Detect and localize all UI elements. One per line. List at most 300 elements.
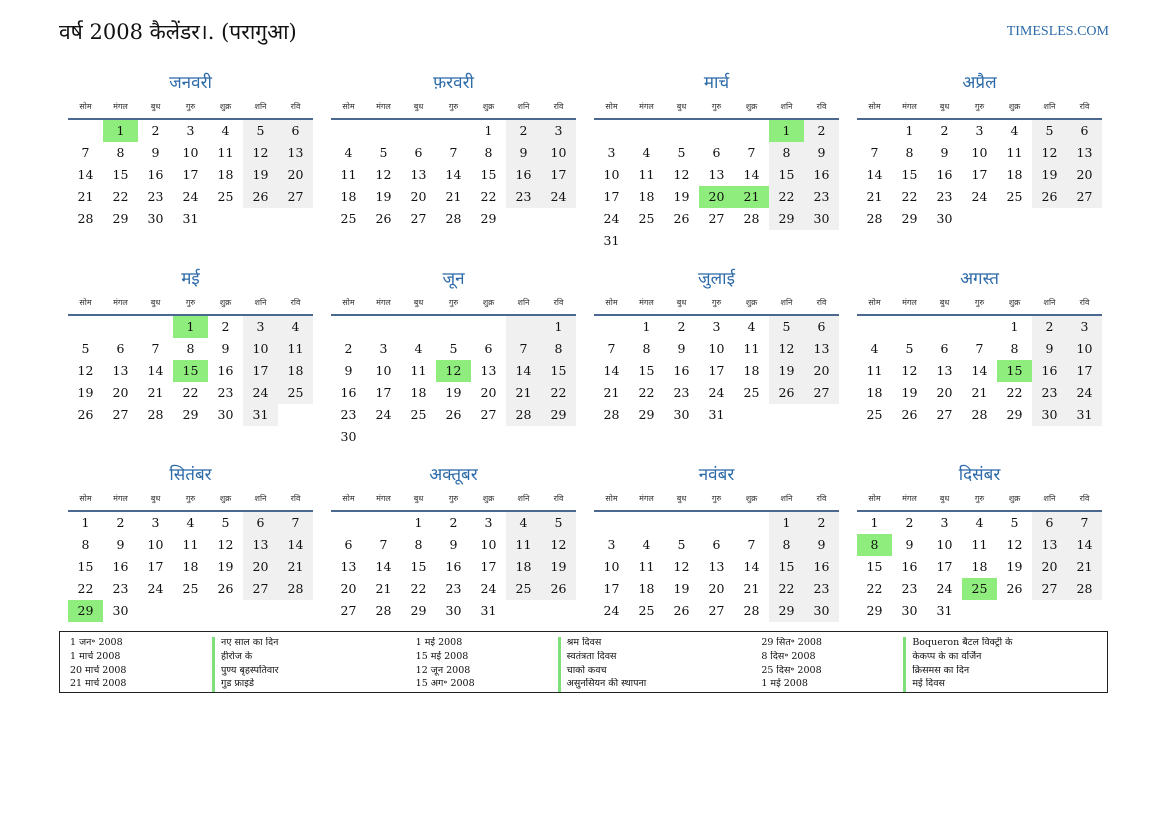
- day-cell: 11: [638, 167, 655, 182]
- month-calendar: [331, 266, 576, 458]
- month-calendar: [331, 70, 576, 262]
- day-cell: 23: [1032, 382, 1067, 404]
- day-cell: 15: [77, 559, 94, 574]
- weekday-header: [331, 96, 576, 120]
- day-cell: 21: [278, 556, 313, 578]
- weekday-label: रवि: [816, 494, 827, 503]
- empty-cell: [962, 316, 997, 338]
- weekday-label: मंगल: [376, 102, 391, 111]
- day-cell: 25: [506, 578, 541, 600]
- holiday-day-cell: 15: [997, 360, 1032, 382]
- weekday-label: शुक्र: [745, 494, 758, 503]
- day-cell: 8: [642, 341, 651, 356]
- day-cell: 6: [712, 145, 721, 160]
- day-cell: 25: [1006, 189, 1023, 204]
- day-cell: 15: [410, 559, 427, 574]
- weekday-label: शुक्र: [219, 102, 232, 111]
- month-name: अक्तूबर: [429, 465, 478, 485]
- day-cell: 28: [147, 407, 164, 422]
- day-cell: 26: [217, 581, 234, 596]
- day-cell: 20: [278, 164, 313, 186]
- month-name: फ़रवरी: [433, 73, 474, 93]
- day-cell: 9: [344, 363, 353, 378]
- day-cell: 22: [769, 578, 804, 600]
- day-cell: 23: [217, 385, 234, 400]
- day-cell: 7: [81, 145, 90, 160]
- day-cell: 13: [278, 142, 313, 164]
- day-cell: 20: [708, 581, 725, 596]
- day-cell: 22: [480, 189, 497, 204]
- day-cell: 13: [112, 363, 129, 378]
- day-cell: 29: [638, 407, 655, 422]
- weekday-label: सोम: [79, 102, 92, 111]
- day-cell: 6: [414, 145, 423, 160]
- holiday-date: 8 दिस॰ 2008: [761, 650, 816, 662]
- day-cell: 24: [936, 581, 953, 596]
- site-link[interactable]: TIMESLES.COM: [1006, 24, 1109, 39]
- day-cell: 28: [971, 407, 988, 422]
- day-cell: 19: [445, 385, 462, 400]
- month-calendar: [331, 462, 576, 654]
- weekday-label: मंगल: [113, 102, 128, 111]
- empty-cell: [664, 512, 699, 534]
- weekday-label: मंगल: [639, 102, 654, 111]
- weekday-label: मंगल: [113, 298, 128, 307]
- day-cell: 26: [673, 211, 690, 226]
- weekday-label: रवि: [1079, 102, 1090, 111]
- weekday-label: बुध: [676, 494, 687, 503]
- day-cell: 2: [506, 120, 541, 142]
- day-cell: 7: [379, 537, 388, 552]
- day-cell: 28: [278, 578, 313, 600]
- day-cell: 27: [804, 382, 839, 404]
- day-cell: 2: [804, 120, 839, 142]
- day-cell: 23: [804, 186, 839, 208]
- weekday-label: रवि: [553, 494, 564, 503]
- day-cell: 18: [217, 167, 234, 182]
- day-cell: 15: [769, 164, 804, 186]
- holiday-date: 29 सित॰ 2008: [761, 637, 822, 648]
- day-cell: 31: [480, 603, 497, 618]
- day-grid: [594, 120, 839, 252]
- day-cell: 23: [936, 189, 953, 204]
- month-name: दिसंबर: [958, 465, 1001, 485]
- day-cell: 29: [480, 211, 497, 226]
- day-cell: 1: [414, 515, 423, 530]
- month-calendar: [68, 462, 313, 654]
- day-cell: 9: [116, 537, 125, 552]
- day-cell: 17: [936, 559, 953, 574]
- weekday-label: शुक्र: [482, 102, 495, 111]
- holiday-day-cell: 29: [68, 600, 103, 622]
- day-cell: 10: [375, 363, 392, 378]
- month-name: मार्च: [703, 73, 730, 93]
- weekday-label: रवि: [290, 102, 301, 111]
- day-cell: 9: [449, 537, 458, 552]
- day-cell: 13: [708, 167, 725, 182]
- day-cell: 11: [217, 145, 234, 160]
- empty-cell: [436, 316, 471, 338]
- day-cell: 19: [673, 581, 690, 596]
- day-cell: 2: [344, 341, 353, 356]
- day-cell: 27: [243, 578, 278, 600]
- day-cell: 14: [77, 167, 94, 182]
- day-grid: [857, 512, 1102, 622]
- day-cell: 10: [1067, 338, 1102, 360]
- weekday-label: सोम: [79, 298, 92, 307]
- day-cell: 11: [866, 363, 883, 378]
- weekday-header: [857, 292, 1102, 316]
- holiday-date: 1 मई 2008: [761, 678, 808, 690]
- holiday-name: गुड फ्राइडे: [212, 678, 416, 692]
- weekday-label: शुक्र: [482, 494, 495, 503]
- day-cell: 27: [112, 407, 129, 422]
- day-cell: 24: [182, 189, 199, 204]
- holiday-day-cell: 21: [734, 186, 769, 208]
- day-cell: 2: [449, 515, 458, 530]
- day-cell: 10: [182, 145, 199, 160]
- day-cell: 8: [541, 338, 576, 360]
- holiday-date: 25 दिस॰ 2008: [761, 664, 822, 676]
- holiday-column: [70, 637, 416, 692]
- day-cell: 6: [712, 537, 721, 552]
- holiday-name: हीरोज के: [212, 651, 416, 665]
- day-cell: 2: [804, 512, 839, 534]
- empty-cell: [629, 120, 664, 142]
- day-cell: 6: [278, 120, 313, 142]
- day-cell: 21: [147, 385, 164, 400]
- day-cell: 7: [607, 341, 616, 356]
- weekday-label: शनि: [517, 494, 530, 503]
- holiday-day-cell: 1: [173, 316, 208, 338]
- day-cell: 18: [866, 385, 883, 400]
- day-cell: 7: [870, 145, 879, 160]
- empty-cell: [103, 316, 138, 338]
- day-cell: 28: [743, 211, 760, 226]
- day-cell: 18: [743, 363, 760, 378]
- empty-cell: [594, 120, 629, 142]
- day-cell: 3: [484, 515, 493, 530]
- holiday-name: स्वतंत्रता दिवस: [558, 651, 762, 665]
- day-cell: 13: [410, 167, 427, 182]
- day-cell: 25: [340, 211, 357, 226]
- day-cell: 21: [866, 189, 883, 204]
- holiday-name: Boqueron बैटल विक्ट्री के: [903, 637, 1107, 651]
- holiday-name: असुनसियन की स्थापना: [558, 678, 762, 692]
- day-cell: 29: [112, 211, 129, 226]
- day-grid: [331, 512, 576, 622]
- weekday-label: शनि: [780, 298, 793, 307]
- day-cell: 4: [1010, 123, 1019, 138]
- day-cell: 28: [375, 603, 392, 618]
- day-cell: 22: [77, 581, 94, 596]
- day-cell: 3: [607, 145, 616, 160]
- day-grid: [331, 316, 576, 448]
- day-cell: 26: [243, 186, 278, 208]
- weekday-header: [594, 96, 839, 120]
- weekday-label: मंगल: [113, 494, 128, 503]
- day-cell: 3: [541, 120, 576, 142]
- day-cell: 4: [747, 319, 756, 334]
- day-cell: 10: [971, 145, 988, 160]
- holiday-name: चाको कवच: [558, 665, 762, 679]
- day-cell: 16: [112, 559, 129, 574]
- weekday-label: शुक्र: [219, 494, 232, 503]
- weekday-header: [68, 96, 313, 120]
- day-cell: 22: [182, 385, 199, 400]
- holiday-name: केकप्प के का वर्जिन: [903, 651, 1107, 665]
- empty-cell: [68, 316, 103, 338]
- day-cell: 24: [243, 382, 278, 404]
- day-cell: 27: [1032, 578, 1067, 600]
- weekday-label: सोम: [868, 298, 881, 307]
- holiday-day-cell: 8: [857, 534, 892, 556]
- day-cell: 3: [607, 537, 616, 552]
- day-cell: 12: [673, 559, 690, 574]
- day-cell: 21: [743, 581, 760, 596]
- day-cell: 1: [769, 512, 804, 534]
- holiday-date: 21 मार्च 2008: [70, 678, 127, 690]
- empty-cell: [734, 512, 769, 534]
- holiday-day-cell: 20: [699, 186, 734, 208]
- weekday-label: मंगल: [376, 494, 391, 503]
- weekday-label: शनि: [254, 102, 267, 111]
- day-cell: 30: [112, 603, 129, 618]
- day-cell: 17: [243, 360, 278, 382]
- weekday-label: रवि: [816, 102, 827, 111]
- day-cell: 16: [804, 164, 839, 186]
- day-cell: 10: [147, 537, 164, 552]
- weekday-label: शनि: [780, 494, 793, 503]
- day-cell: 2: [151, 123, 160, 138]
- day-cell: 13: [936, 363, 953, 378]
- day-cell: 30: [936, 211, 953, 226]
- day-cell: 25: [278, 382, 313, 404]
- day-cell: 5: [1032, 120, 1067, 142]
- day-grid: [594, 316, 839, 426]
- weekday-label: गुरु: [448, 298, 459, 307]
- day-cell: 24: [375, 407, 392, 422]
- day-cell: 16: [217, 363, 234, 378]
- day-cell: 10: [541, 142, 576, 164]
- day-cell: 31: [1067, 404, 1102, 426]
- day-cell: 16: [340, 385, 357, 400]
- month-name: अप्रैल: [962, 73, 997, 93]
- day-cell: 4: [186, 515, 195, 530]
- day-cell: 14: [1067, 534, 1102, 556]
- day-cell: 5: [449, 341, 458, 356]
- empty-cell: [594, 316, 629, 338]
- day-cell: 10: [603, 167, 620, 182]
- day-cell: 26: [77, 407, 94, 422]
- day-cell: 17: [603, 581, 620, 596]
- day-cell: 6: [116, 341, 125, 356]
- day-cell: 2: [677, 319, 686, 334]
- day-cell: 31: [708, 407, 725, 422]
- month-name: अगस्त: [960, 269, 999, 289]
- holiday-name: क्रिसमस का दिन: [903, 665, 1107, 679]
- day-cell: 20: [243, 556, 278, 578]
- day-cell: 20: [410, 189, 427, 204]
- empty-cell: [664, 120, 699, 142]
- day-grid: [68, 120, 313, 230]
- weekday-label: शुक्र: [1008, 494, 1021, 503]
- weekday-label: बुध: [939, 494, 950, 503]
- day-cell: 2: [1032, 316, 1067, 338]
- day-cell: 14: [278, 534, 313, 556]
- day-cell: 30: [804, 600, 839, 622]
- day-cell: 1: [81, 515, 90, 530]
- weekday-label: बुध: [939, 102, 950, 111]
- day-cell: 26: [375, 211, 392, 226]
- day-cell: 20: [112, 385, 129, 400]
- day-cell: 3: [712, 319, 721, 334]
- day-cell: 12: [1032, 142, 1067, 164]
- day-cell: 12: [1006, 537, 1023, 552]
- holiday-date: 1 मई 2008: [415, 637, 463, 648]
- weekday-header: [331, 488, 576, 512]
- weekday-header: [857, 96, 1102, 120]
- weekday-label: शनि: [780, 102, 793, 111]
- day-cell: 7: [506, 338, 541, 360]
- day-cell: 12: [541, 534, 576, 556]
- day-cell: 19: [375, 189, 392, 204]
- day-cell: 20: [1067, 164, 1102, 186]
- weekday-label: बुध: [676, 298, 687, 307]
- day-cell: 24: [708, 385, 725, 400]
- day-cell: 16: [936, 167, 953, 182]
- day-cell: 21: [375, 581, 392, 596]
- weekday-label: मंगल: [376, 298, 391, 307]
- day-cell: 14: [971, 363, 988, 378]
- weekday-label: रवि: [553, 298, 564, 307]
- day-cell: 23: [506, 186, 541, 208]
- day-cell: 30: [673, 407, 690, 422]
- weekday-label: रवि: [816, 298, 827, 307]
- day-cell: 28: [743, 603, 760, 618]
- day-cell: 26: [673, 603, 690, 618]
- weekday-label: शनि: [254, 298, 267, 307]
- empty-cell: [857, 316, 892, 338]
- day-cell: 5: [221, 515, 230, 530]
- weekday-label: शनि: [1043, 102, 1056, 111]
- weekday-label: शनि: [254, 494, 267, 503]
- weekday-label: शुक्र: [745, 102, 758, 111]
- day-cell: 11: [278, 338, 313, 360]
- day-cell: 23: [673, 385, 690, 400]
- day-cell: 12: [673, 167, 690, 182]
- day-cell: 7: [151, 341, 160, 356]
- weekday-label: रवि: [290, 298, 301, 307]
- day-cell: 22: [769, 186, 804, 208]
- month-calendar: [857, 70, 1102, 262]
- day-cell: 14: [603, 363, 620, 378]
- day-cell: 8: [905, 145, 914, 160]
- day-cell: 17: [541, 164, 576, 186]
- empty-cell: [331, 512, 366, 534]
- day-cell: 3: [975, 123, 984, 138]
- day-cell: 4: [278, 316, 313, 338]
- day-cell: 14: [743, 167, 760, 182]
- empty-cell: [68, 120, 103, 142]
- day-cell: 15: [769, 556, 804, 578]
- day-cell: 13: [708, 559, 725, 574]
- day-cell: 2: [940, 123, 949, 138]
- day-cell: 9: [804, 142, 839, 164]
- day-cell: 7: [975, 341, 984, 356]
- day-cell: 5: [541, 512, 576, 534]
- day-cell: 5: [1010, 515, 1019, 530]
- day-cell: 28: [506, 404, 541, 426]
- day-cell: 21: [506, 382, 541, 404]
- month-name: सितंबर: [169, 465, 212, 485]
- empty-cell: [927, 316, 962, 338]
- day-cell: 15: [901, 167, 918, 182]
- day-cell: 17: [375, 385, 392, 400]
- empty-cell: [734, 120, 769, 142]
- day-cell: 28: [603, 407, 620, 422]
- day-cell: 23: [804, 578, 839, 600]
- weekday-label: सोम: [79, 494, 92, 503]
- day-cell: 8: [769, 142, 804, 164]
- day-cell: 13: [243, 534, 278, 556]
- month-calendar: [857, 462, 1102, 654]
- month-calendar: [594, 462, 839, 654]
- day-cell: 22: [866, 581, 883, 596]
- day-cell: 27: [708, 603, 725, 618]
- weekday-label: शुक्र: [219, 298, 232, 307]
- day-cell: 11: [182, 537, 199, 552]
- holiday-column: [416, 637, 762, 692]
- day-cell: 7: [1067, 512, 1102, 534]
- holiday-list: [59, 631, 1108, 693]
- day-cell: 27: [708, 211, 725, 226]
- holiday-day-cell: 15: [173, 360, 208, 382]
- day-cell: 17: [147, 559, 164, 574]
- day-cell: 15: [638, 363, 655, 378]
- weekday-label: बुध: [939, 298, 950, 307]
- weekday-label: बुध: [150, 298, 161, 307]
- day-cell: 30: [445, 603, 462, 618]
- weekday-label: रवि: [553, 102, 564, 111]
- day-cell: 5: [81, 341, 90, 356]
- day-cell: 16: [804, 556, 839, 578]
- weekday-label: शनि: [1043, 298, 1056, 307]
- day-cell: 9: [804, 534, 839, 556]
- day-cell: 5: [677, 537, 686, 552]
- day-cell: 10: [936, 537, 953, 552]
- empty-cell: [857, 120, 892, 142]
- weekday-label: बुध: [676, 102, 687, 111]
- empty-cell: [366, 120, 401, 142]
- day-cell: 18: [638, 581, 655, 596]
- day-cell: 11: [506, 534, 541, 556]
- empty-cell: [138, 316, 173, 338]
- weekday-label: गुरु: [711, 494, 722, 503]
- day-cell: 8: [769, 534, 804, 556]
- weekday-label: रवि: [1079, 494, 1090, 503]
- day-cell: 29: [182, 407, 199, 422]
- day-cell: 3: [151, 515, 160, 530]
- day-cell: 30: [340, 429, 357, 444]
- day-cell: 19: [243, 164, 278, 186]
- day-cell: 26: [1032, 186, 1067, 208]
- day-cell: 13: [340, 559, 357, 574]
- day-cell: 19: [769, 360, 804, 382]
- empty-cell: [629, 512, 664, 534]
- empty-cell: [401, 120, 436, 142]
- day-grid: [331, 120, 576, 230]
